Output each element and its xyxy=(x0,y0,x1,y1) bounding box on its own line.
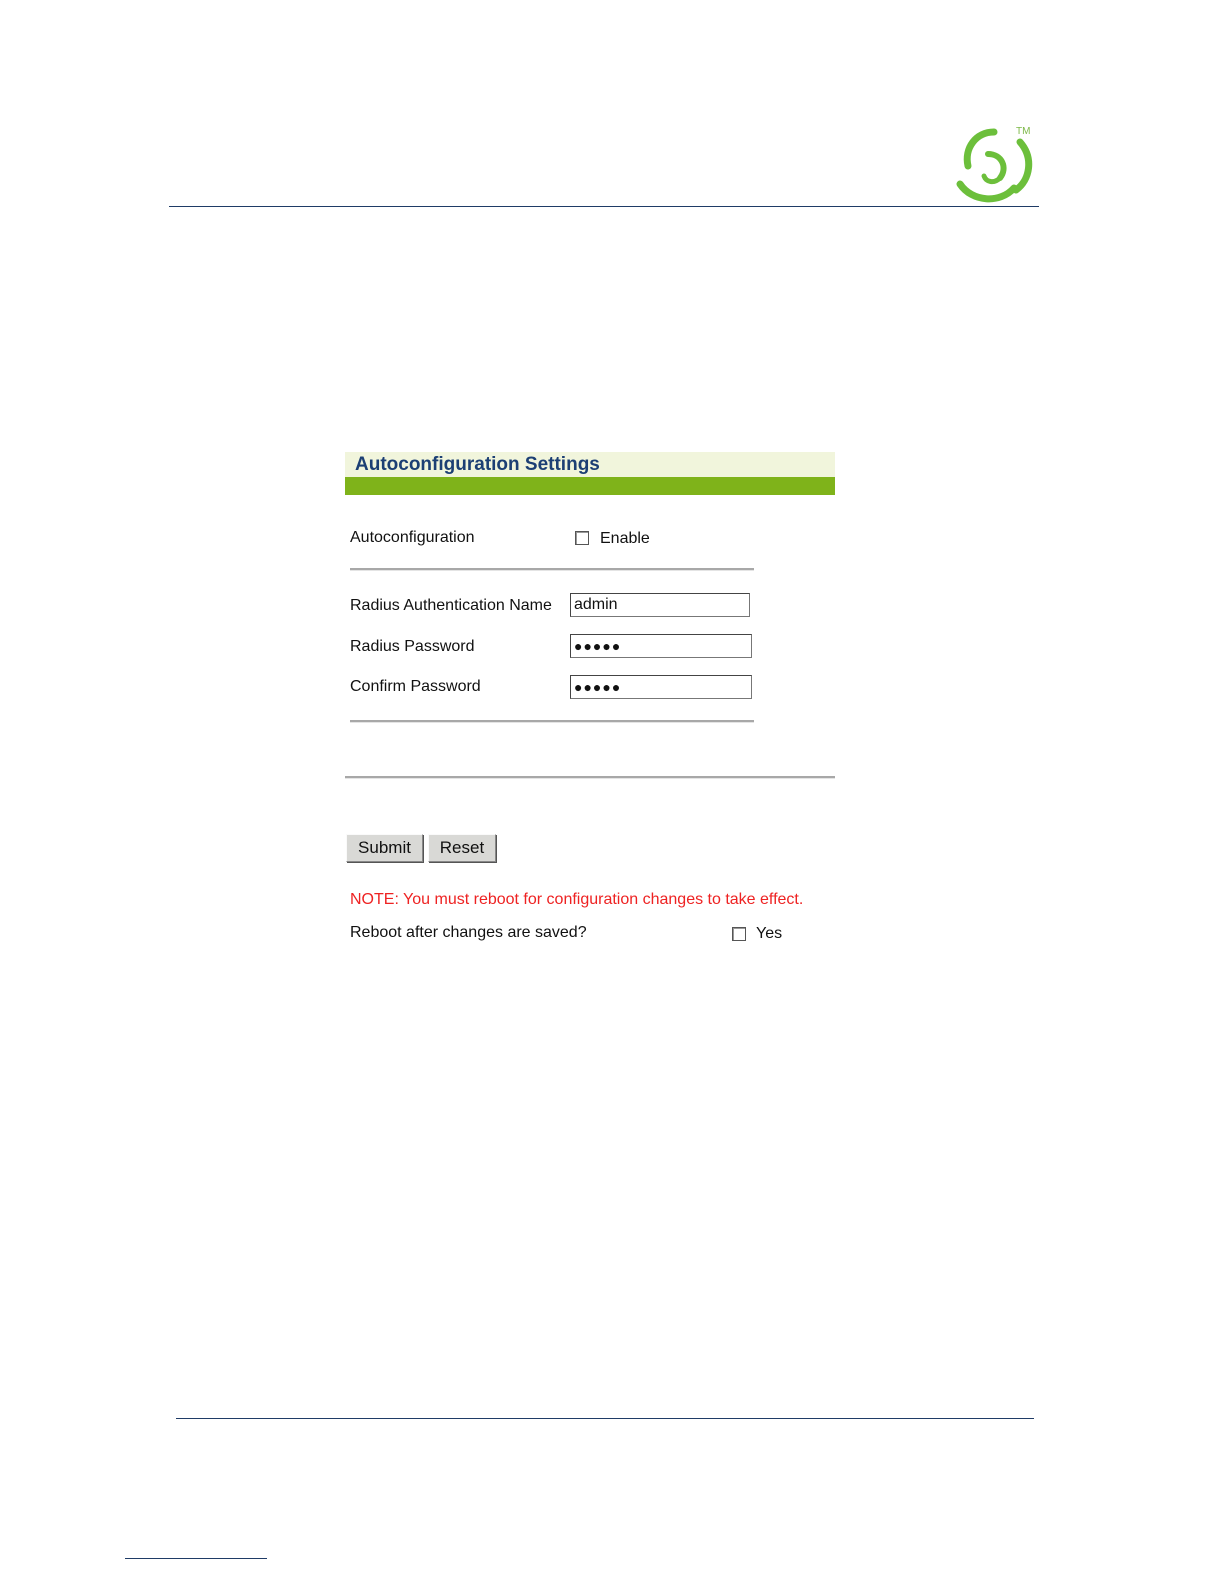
header-rule xyxy=(169,206,1039,207)
radius-password-input[interactable]: ●●●●● xyxy=(570,634,752,658)
enable-checkbox[interactable] xyxy=(575,531,589,545)
enable-label: Enable xyxy=(600,530,650,547)
reboot-note: NOTE: You must reboot for configuration changes to take effect. xyxy=(350,891,804,908)
section-divider xyxy=(350,720,754,723)
radius-password-label: Radius Password xyxy=(350,638,475,655)
reboot-question-label: Reboot after changes are saved? xyxy=(350,924,587,941)
radius-name-input[interactable]: admin xyxy=(570,593,750,617)
panel-title-bar xyxy=(345,477,835,495)
submit-button[interactable]: Submit xyxy=(346,834,423,862)
reset-button[interactable]: Reset xyxy=(428,834,496,862)
confirm-password-label: Confirm Password xyxy=(350,678,481,695)
footer-link-underline xyxy=(125,1558,267,1559)
trademark-label: TM xyxy=(1016,126,1031,137)
radius-name-label: Radius Authentication Name xyxy=(350,597,552,614)
autoconfiguration-label: Autoconfiguration xyxy=(350,529,475,546)
reboot-yes-checkbox[interactable] xyxy=(732,927,746,941)
confirm-password-input[interactable]: ●●●●● xyxy=(570,675,752,699)
panel-divider xyxy=(345,776,835,779)
footer-rule xyxy=(176,1418,1034,1419)
panel-title: Autoconfiguration Settings xyxy=(345,452,835,477)
section-divider xyxy=(350,568,754,571)
reboot-yes-label: Yes xyxy=(756,925,783,942)
